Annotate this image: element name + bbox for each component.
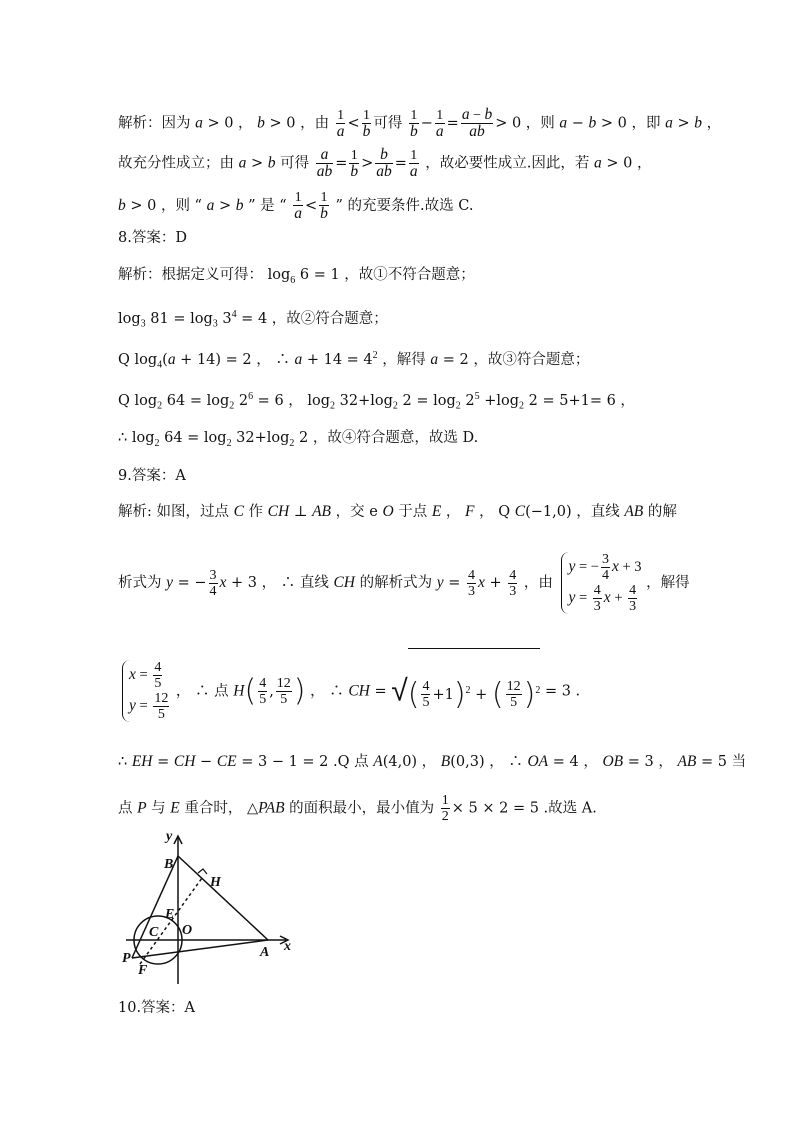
label-E: E bbox=[165, 907, 175, 922]
label-H: H bbox=[210, 875, 221, 890]
label-P: P bbox=[122, 951, 131, 966]
label-x: x bbox=[284, 939, 291, 954]
segment-PA bbox=[132, 940, 268, 958]
line-15: 点 P 与 E 重合时， △PAB 的面积最小，最小值为 $\frac{1}{2}$ × 5 × 2 = 5 .故选 A. bbox=[118, 793, 597, 824]
label-O: O bbox=[182, 923, 193, 938]
line-12: 析式为 y = − $\frac{3}{4}$ x + 3 ， ∴ 直线 CH 的解析式为 y = $\frac{4}{3}$ x + $\frac{4}{3}$ ，由 y = − $\frac{3}{4}$ x + 3 y = $\frac{4}{3}$ x + $\frac{4}{3}$ ，解得 bbox=[118, 552, 690, 614]
line-3: b > 0 ，则 “ a > b ” 是 “ $\frac{1}{a}$ < $\frac{1}{b}$ ” 的充要条件.故选 C. bbox=[118, 190, 474, 222]
line-9: ∴ $\log_2 64 = \log_2 32+\log_2$ 2 ，故④符合题意，故选 D. bbox=[118, 430, 479, 449]
geometry-figure bbox=[118, 826, 308, 991]
line-6: $\log_3 81 = \log_3 3^4 = 4$ ，故②符合题意； bbox=[118, 309, 388, 330]
label-C: C bbox=[149, 925, 159, 940]
right-angle-mark bbox=[198, 869, 207, 874]
line-8: Q $\log_2 64 = \log_2 2^6 = 6$ ， $\log_2 32+\log_2$ $2 = \log_2 2^5 +\log_2$ 2 = 5+1= 6 ， bbox=[118, 391, 635, 412]
label-F: F bbox=[138, 963, 148, 978]
answer-9: 9.答案：A bbox=[118, 468, 186, 484]
answer-10: 10.答案：A bbox=[118, 1000, 196, 1016]
line-1: 解析：因为 a > 0 ， b > 0 ，由 $\frac{1}{a}$ < $\frac{1}{b}$ 可得 $\frac{1}{b}$ − $\frac{1}{a}$ = $\frac{a - b}{ab}$ > 0 ，则 a − b > 0 ，即 a > b ， bbox=[118, 106, 722, 140]
label-B: B bbox=[164, 857, 174, 872]
line-13: x = $\frac{4}{5}$ y = $\frac{12}{5}$ ， ∴ 点 H( $\frac{4}{5}$ , $\frac{12}{5}$ ) ， ∴ CH = √( $\frac{4}{5}$ +1)$^2$ + ( $\frac{12}{5}$ )$^2$ = 3 . bbox=[118, 648, 580, 735]
answer-8: 8.答案：D bbox=[118, 230, 187, 246]
line-14: ∴ EH = CH − CE = 3 − 1 = 2 .Q 点 A(4,0) ， B(0,3) ， ∴ OA = 4 ， OB = 3 ， AB = 5 当 bbox=[118, 753, 747, 770]
line-2: 故充分性成立；由 a > b 可得 $\frac{a}{ab}$ = $\frac{1}{b}$ > $\frac{b}{ab}$ = $\frac{1}{a}$ ，故必要性成立.因此，若 a > 0 ， bbox=[118, 146, 652, 180]
line-11: 解析: 如图，过点 C 作 CH ⊥ AB ，交 e O 于点 E ， F ， Q C(−1,0) ，直线 AB 的解 bbox=[118, 503, 677, 520]
line-5: 解析：根据定义可得： $\log_6 6 = 1$ ，故①不符合题意； bbox=[118, 267, 475, 286]
label-A: A bbox=[260, 945, 270, 960]
label-y: y bbox=[166, 829, 173, 844]
line-7: Q $\log_4(a + 14) = 2$ ， ∴ $a + 14 = 4^2$ ，解得 a = 2 ，故③符合题意； bbox=[118, 350, 590, 371]
